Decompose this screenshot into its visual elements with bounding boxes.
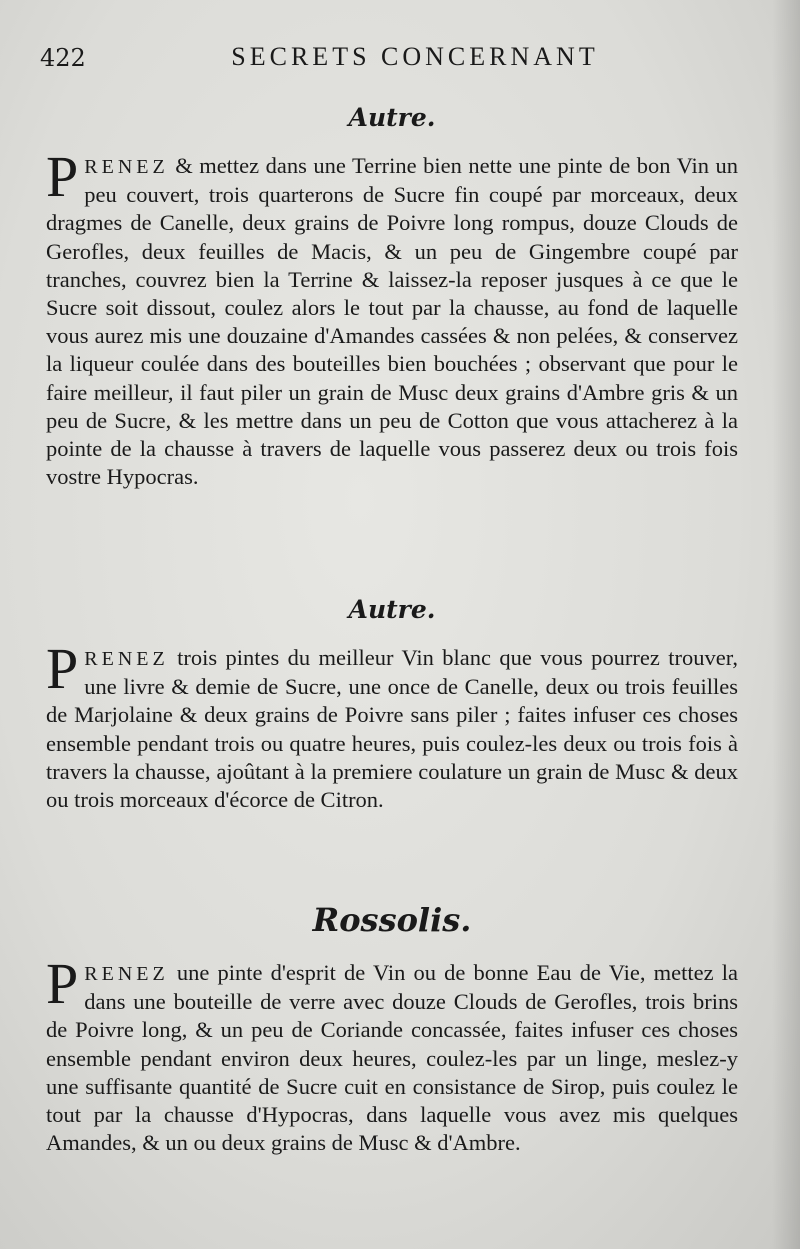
paragraph-text: trois pintes du meilleur Vin blanc que vous pourrez trouver, une livre & demie de Sucre, une once de Canelle, deux ou trois feuilles de Marjolaine & deux grains de Poivre sans piler ; faites infuser ces choses ensemble pendant trois ou quatre heures, puis coulez-les deux ou trois fois à travers la chausse, ajoûtant à la premiere coulature un grain de Musc & deux ou trois morceaux d'écorce de Citron. <box>46 645 738 813</box>
recipe-section-3 <box>46 895 738 1180</box>
paragraph-text: une pinte d'esprit de Vin ou de bonne Eau de Vie, mettez la dans une bouteille de verre avec douze Clouds de Gerofles, trois brins de Poivre long, & un peu de Coriande concassée, faites infuser ces choses ensemble pendant environ deux heures, coulez-les par un linge, meslez-y une suffisante quantité de Sucre cuit en consistance de Sirop, puis coulez le tout par la chausse d'Hypocras, dans laquelle vous avez mis quelques Amandes, & un ou deux grains de Musc & d'Ambre. <box>46 960 738 1156</box>
paragraph-text: & mettez dans une Terrine bien nette une pinte de bon Vin un peu couvert, trois quarterons de Sucre fin coupé par morceaux, deux dragmes de Canelle, deux grains de Poivre long rompus, douze Clouds de Gerofles, deux feuilles de Macis, & un peu de Gingembre coupé par tranches, couvrez bien la Terrine & laissez-la reposer jusques à ce que le Sucre soit dissout, coulez alors le tout par la chausse, au fond de laquelle vous aurez mis une douzaine d'Amandes cassées & non pelées, & conservez la liqueur coulée dans des bouteilles bien bouchées ; observant que pour le faire meilleur, il faut piler un grain de Musc deux grains d'Ambre gris & un peu de Sucre, & les mettre dans un peu de Cotton que vous attacherez à la pointe de la chausse à travers de laquelle vous passerez deux ou trois fois vostre Hypocras. <box>46 153 738 490</box>
first-word: RENEZ <box>84 156 169 178</box>
recipe-paragraph <box>46 951 738 1157</box>
drop-cap: P <box>46 951 79 1016</box>
recipe-section-1 <box>46 98 738 514</box>
recipe-section-2 <box>46 590 738 837</box>
drop-cap: P <box>46 144 79 209</box>
first-word: RENEZ <box>84 648 169 670</box>
running-title: SECRETS CONCERNANT <box>231 42 599 71</box>
drop-cap: P <box>46 636 79 701</box>
recipe-paragraph <box>46 636 738 814</box>
section-title: Autre. <box>348 103 436 132</box>
section-title: Autre. <box>348 595 436 624</box>
page-header <box>40 40 760 80</box>
page-number: 422 <box>40 44 86 72</box>
section-title: Rossolis. <box>312 901 472 939</box>
recipe-paragraph <box>46 144 738 491</box>
first-word: RENEZ <box>84 963 169 985</box>
